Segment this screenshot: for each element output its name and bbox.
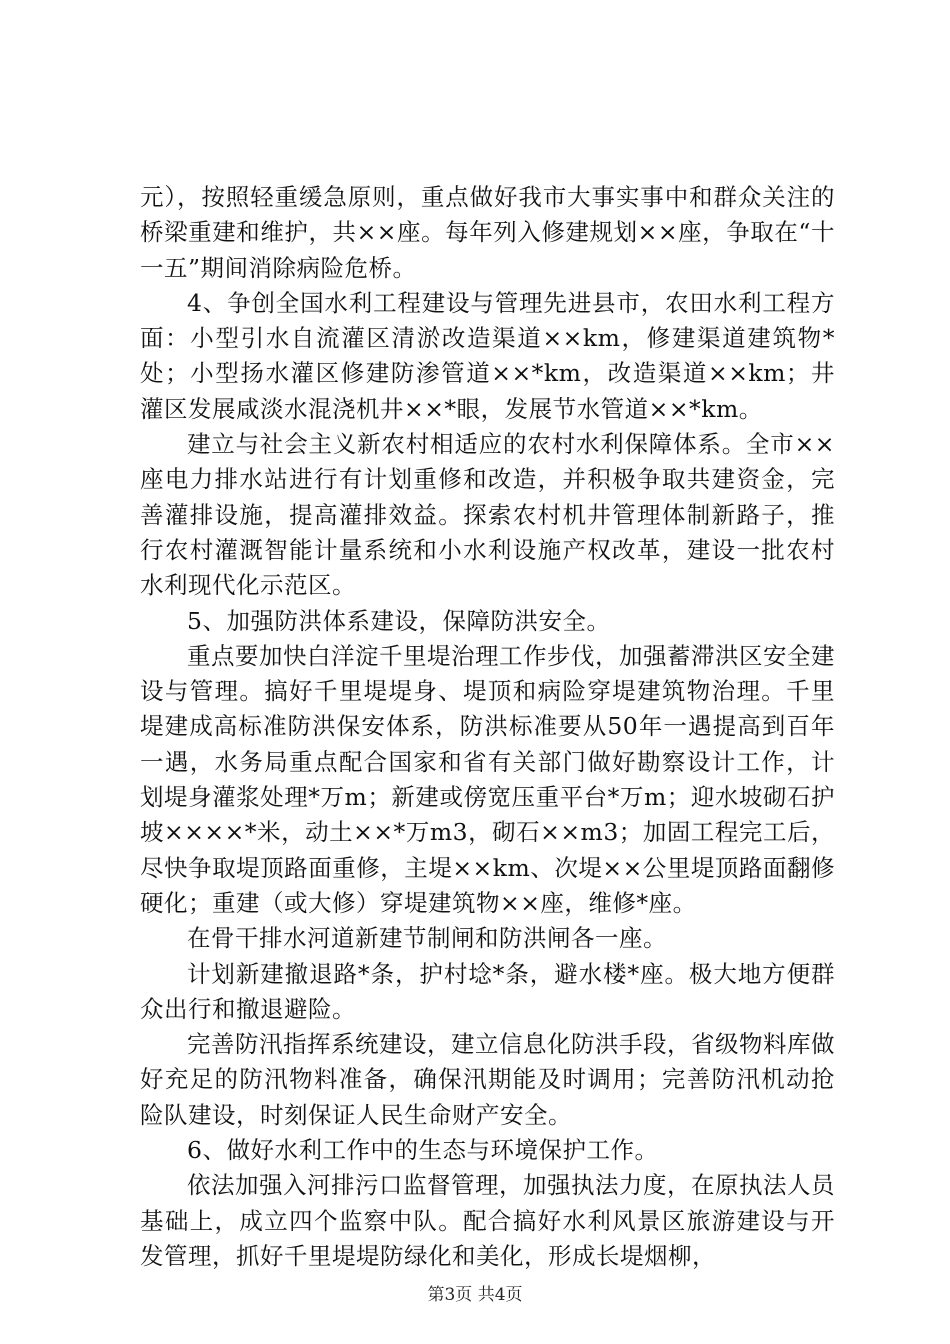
paragraph-3: 建立与社会主义新农村相适应的农村水利保障体系。全市××座电力排水站进行有计划重修和改造，并积极争取共建资金，完善灌排设施，提高灌排效益。探索农村机井管理体制新路子，推行农村灌溉智能计量系统和小水利设施产权改革，建设一批农村水利现代化示范区。 bbox=[140, 430, 835, 600]
paragraph-10: 依法加强入河排污口监督管理，加强执法力度，在原执法人员基础上，成立四个监察中队。配合搞好水利风景区旅游建设与开发管理，抓好千里堤堤防绿化和美化，形成长堤烟柳， bbox=[140, 1171, 835, 1270]
document-body bbox=[140, 180, 835, 1274]
page-number-label: 第3页 共4页 bbox=[427, 1285, 523, 1305]
paragraph-1: 元），按照轻重缓急原则，重点做好我市大事实事中和群众关注的桥梁重建和维护，共××座。每年列入修建规划××座，争取在“十一五”期间消除病险危桥。 bbox=[140, 183, 835, 282]
paragraph-8: 完善防汛指挥系统建设，建立信息化防洪手段，省级物料库做好充足的防汛物料准备，确保汛期能及时调用；完善防汛机动抢险队建设，时刻保证人民生命财产安全。 bbox=[140, 1030, 835, 1129]
paragraph-6: 在骨干排水河道新建节制闸和防洪闸各一座。 bbox=[187, 924, 667, 953]
paragraph-7: 计划新建撤退路*条，护村埝*条，避水楼*座。极大地方便群众出行和撤退避险。 bbox=[140, 959, 835, 1023]
section-heading-6: 6、做好水利工作中的生态与环境保护工作。 bbox=[187, 1136, 659, 1165]
paragraph-2: 4、争创全国水利工程建设与管理先进县市，农田水利工程方面：小型引水自流灌区清淤改造渠道××km，修建渠道建筑物*处；小型扬水灌区修建防渗管道××*km，改造渠道××km；井灌区发展咸淡水混浇机井××*眼，发展节水管道××*km。 bbox=[140, 288, 835, 423]
paragraph-5: 重点要加快白洋淀千里堤治理工作步伐，加强蓄滞洪区安全建设与管理。搞好千里堤堤身、堤顶和病险穿堤建筑物治理。千里堤建成高标准防洪保安体系，防洪标准要从50年一遇提高到百年一遇，水务局重点配合国家和省有关部门做好勘察设计工作，计划堤身灌浆处理*万m；新建或傍宽压重平台*万m；迎水坡砌石护坡××××*米，动土××*万m3，砌石××m3；加固工程完工后，尽快争取堤顶路面重修，主堤××km、次堤××公里堤顶路面翻修硬化；重建（或大修）穿堤建筑物××座，维修*座。 bbox=[140, 641, 835, 917]
section-heading-5: 5、加强防洪体系建设，保障防洪安全。 bbox=[187, 606, 611, 635]
page-footer bbox=[0, 1284, 950, 1306]
